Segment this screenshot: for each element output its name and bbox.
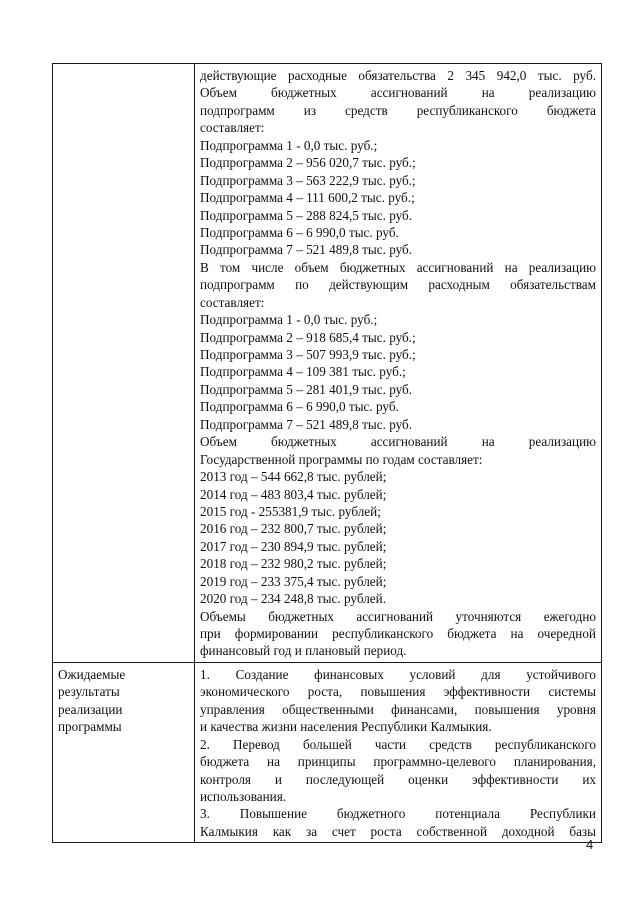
text-line: 3. Повышение бюджетного потенциала Республики	[200, 806, 596, 822]
text-line: и качества жизни населения Республики Калмыкия.	[200, 719, 492, 735]
text-line: результаты	[58, 684, 120, 700]
text-line: Подпрограмма 5 – 281 401,9 тыс. руб.	[200, 381, 413, 397]
row-label-cell-empty	[53, 64, 195, 663]
text-line: 2019 год – 233 375,4 тыс. рублей;	[200, 573, 387, 589]
text-line: действующие расходные обязательства 2 345 942,0 тыс. руб.	[200, 68, 596, 83]
program-passport-table	[52, 63, 602, 843]
budget-description-cell	[195, 64, 602, 663]
text-line: 2018 год – 232 980,2 тыс. рублей;	[200, 556, 387, 572]
text-line: 2015 год - 255381,9 тыс. рублей;	[200, 503, 381, 519]
text-line: при формировании республиканского бюджета на очередной	[200, 626, 596, 641]
text-line: 2013 год – 544 662,8 тыс. рублей;	[200, 469, 387, 485]
text-line: Подпрограмма 3 – 507 993,9 тыс. руб.;	[200, 347, 416, 362]
page-number: 4	[586, 837, 594, 852]
text-line: Подпрограмма 6 – 6 990,0 тыс. руб.	[200, 399, 399, 415]
expected-results-label	[53, 663, 194, 736]
text-line: Подпрограмма 1 - 0,0 тыс. руб.;	[200, 137, 378, 153]
text-line: 2014 год – 483 803,4 тыс. рублей;	[200, 486, 387, 502]
text-line: Подпрограмма 4 – 111 600,2 тыс. руб.;	[200, 190, 415, 206]
text-line: Калмыкия как за счет роста собственной доходной базы	[200, 823, 596, 839]
text-line: Объемы бюджетных ассигнований уточняются ежегодно	[200, 608, 596, 624]
text-line: 2. Перевод большей части средств республиканского	[200, 736, 596, 752]
text-line: Подпрограмма 6 – 6 990,0 тыс. руб.	[200, 224, 399, 240]
text-line: Ожидаемые	[58, 666, 126, 682]
budget-text	[195, 64, 601, 662]
text-line: 2020 год – 234 248,8 тыс. рублей.	[200, 591, 386, 607]
text-line: Подпрограмма 7 – 521 489,8 тыс. руб.	[200, 242, 413, 258]
text-line: программы	[58, 719, 122, 735]
text-line: использования.	[200, 788, 287, 804]
text-line: Подпрограмма 4 – 109 381 тыс. руб.;	[200, 364, 406, 380]
expected-results-label-cell	[53, 662, 195, 842]
text-line: управления общественными финансами, повышения уровня	[200, 701, 596, 717]
text-line: Подпрограмма 1 - 0,0 тыс. руб.;	[200, 312, 378, 328]
text-line: бюджета на принципы программно-целевого планирования,	[200, 754, 596, 770]
text-line: финансовый год и плановый период.	[200, 643, 407, 659]
expected-results-text	[195, 663, 601, 842]
text-line: реализации	[58, 701, 123, 717]
text-line: Государственной программы по годам составляет:	[200, 451, 483, 467]
text-line: Объем бюджетных ассигнований на реализацию	[200, 434, 596, 450]
text-line: Подпрограмма 2 – 918 685,4 тыс. руб.;	[200, 329, 416, 345]
text-line: Подпрограмма 2 – 956 020,7 тыс. руб.;	[200, 155, 416, 171]
text-line: Подпрограмма 7 – 521 489,8 тыс. руб.	[200, 416, 413, 432]
text-line: подпрограмм по действующим расходным обязательствам	[200, 277, 596, 293]
text-line: подпрограмм из средств республиканского бюджета	[200, 102, 596, 118]
text-line: Объем бюджетных ассигнований на реализацию	[200, 85, 596, 101]
text-line: экономического роста, повышения эффективности системы	[200, 684, 596, 700]
text-line: 2016 год – 232 800,7 тыс. рублей;	[200, 521, 387, 537]
text-line: 2017 год – 230 894,9 тыс. рублей;	[200, 538, 387, 554]
expected-results-cell	[195, 662, 602, 842]
text-line: составляет:	[200, 294, 265, 310]
text-line: В том числе объем бюджетных ассигнований на реализацию	[200, 259, 596, 275]
table-row-budget	[53, 64, 602, 663]
text-line: Подпрограмма 5 – 288 824,5 тыс. руб.	[200, 207, 413, 223]
text-line: Подпрограмма 3 – 563 222,9 тыс. руб.;	[200, 172, 416, 188]
text-line: контроля и последующей оценки эффективности их	[200, 771, 596, 787]
text-line: составляет:	[200, 120, 265, 136]
text-line: 1. Создание финансовых условий для устойчивого	[200, 666, 596, 682]
table-row-expected-results	[53, 662, 602, 842]
